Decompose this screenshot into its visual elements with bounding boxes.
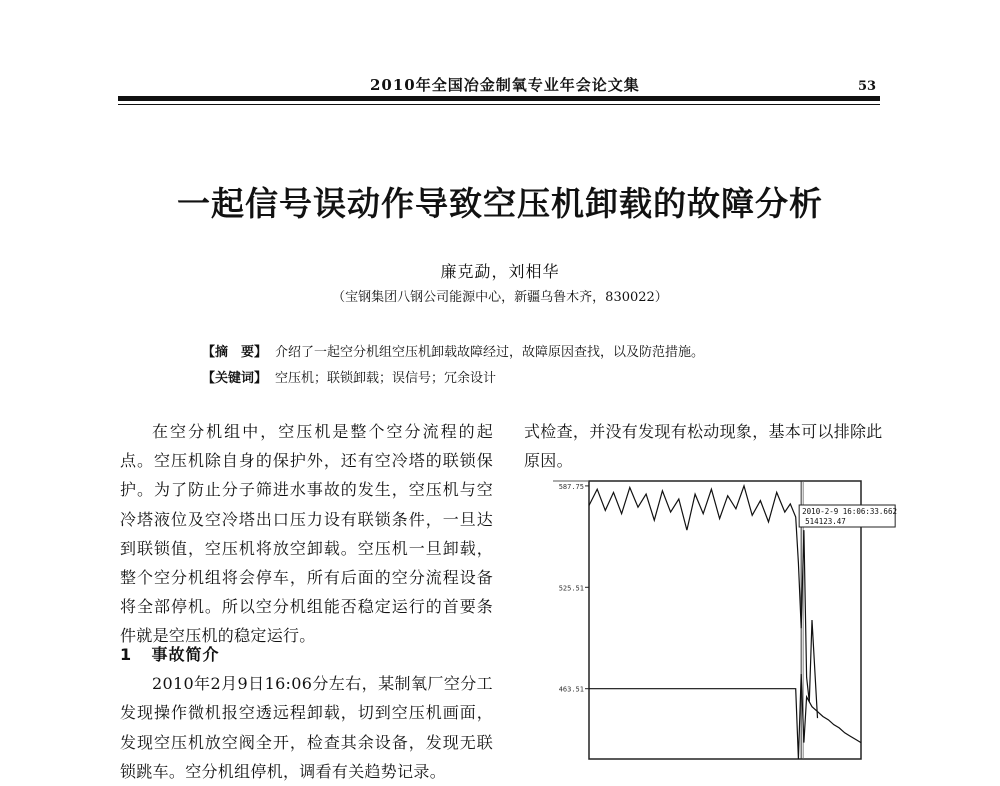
left-column-intro [120,417,493,651]
right-column-paragraph: 式检查，并没有发现有松动现象，基本可以排除此原因。 [524,422,883,471]
article-authors: 廉克勐，刘相华 [440,262,560,281]
y-tick-label: 525.51 [558,584,584,593]
section-1-title: 事故简介 [151,645,220,664]
journal-title: 2010年全国冶金制氧专业年会论文集 [370,76,640,94]
keywords-text: 空压机；联锁卸载；误信号；冗余设计 [275,371,497,386]
section-1-paragraph: 2010年2月9日16:06分左右，某制氧厂空分工发现操作微机报空透远程卸载，切到空压机画面，发现空压机放空阀全开，检查其余设备，发现无联锁跳车。空分机组停机，调看有关趋势记录。 [120,674,493,781]
keywords-label: 【关键词】 [202,371,268,386]
article-affiliation: （宝钢集团八钢公司能源中心，新疆乌鲁木齐，830022） [332,290,668,305]
abstract-label: 【摘 要】 [202,345,268,360]
intro-paragraph: 在空分机组中，空压机是整个空分流程的起点。空压机除自身的保护外，还有空冷塔的联锁保护。为了防止分子筛进水事故的发生，空压机与空冷塔液位及空冷塔出口压力设有联锁条件，一旦达到联锁值，空压机将放空卸载。空压机一旦卸载，整个空分机组将会停车，所有后面的空分流程设备将全部停机。所以空分机组能否稳定运行的首要条件就是空压机的稳定运行。 [120,422,493,646]
y-tick-label: 587.75 [558,482,584,491]
article-title: 一起信号误动作导致空压机卸载的故障分析 [177,184,823,223]
section-1-number: 1 [120,645,133,664]
abstract-text: 介绍了一起空分机组空压机卸载故障经过，故障原因查找，以及防范措施。 [275,345,705,360]
section-1 [120,640,493,786]
keywords [202,367,496,386]
abstract [202,341,704,360]
cursor-value-label: 514123.47 [805,517,846,526]
y-tick-label: 463.51 [558,685,584,694]
cursor-time-label: 2010-2-9 16:06:33.662 [802,507,897,516]
section-1-heading [120,640,493,669]
right-column-text [524,417,896,475]
trend-chart [553,477,897,759]
page-number: 53 [858,79,877,94]
trend-figure [553,477,897,759]
header-rule-thin [118,104,880,105]
header-rule-thick [118,96,880,101]
